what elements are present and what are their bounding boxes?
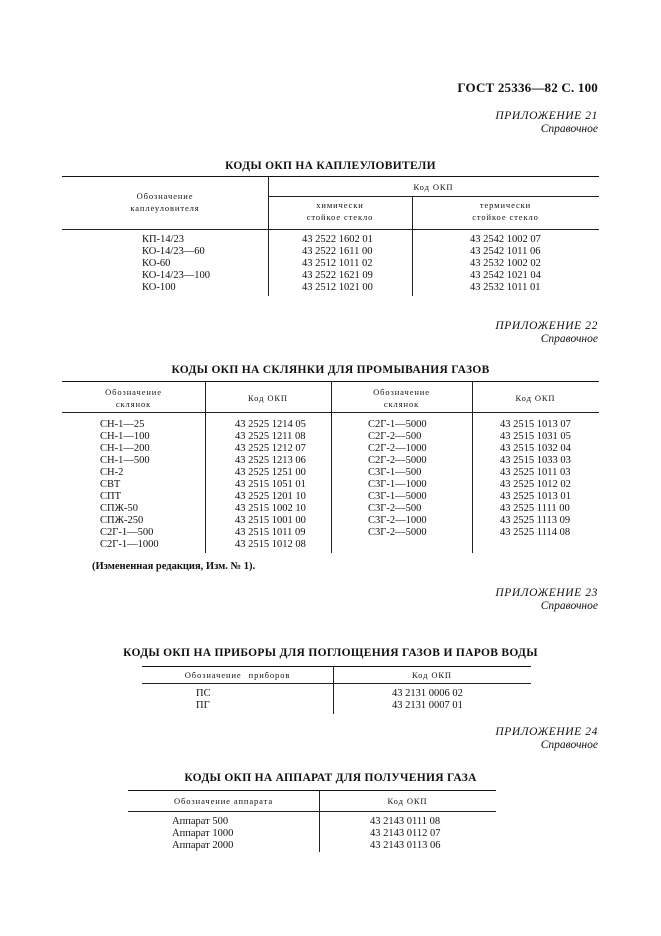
table-cell: 43 2143 0112 07 <box>370 828 441 839</box>
column-designations <box>172 816 233 852</box>
table-cell: 43 2131 0006 02 <box>392 688 463 699</box>
table-rule-header-bottom <box>62 229 599 230</box>
table-cell: 43 2525 1201 10 <box>235 491 306 502</box>
table-cell: С3Г-1—1000 <box>368 479 427 490</box>
column-header-code: Код ОКП <box>387 796 428 806</box>
amendment-note: (Измененная редакция, Изм. № 1). <box>92 561 256 572</box>
table-title-gas-apparatus: КОДЫ ОКП НА АППАРАТ ДЛЯ ПОЛУЧЕНИЯ ГАЗА <box>184 772 477 784</box>
column-chemical-codes <box>302 234 373 294</box>
column-header-code: Код ОКП <box>412 670 452 680</box>
table-cell: 43 2525 1011 03 <box>500 467 571 478</box>
table-rule-top <box>62 176 599 177</box>
table-cell: 43 2525 1212 07 <box>235 443 306 454</box>
table-cell: СВТ <box>100 479 121 490</box>
table-cell: 43 2542 1011 06 <box>470 246 541 257</box>
appendix-label: ПРИЛОЖЕНИЕ 24 <box>495 726 598 738</box>
column-header-designation: Обозначение каплеуловителя <box>130 191 200 213</box>
table-cell: 43 2525 1013 01 <box>500 491 571 502</box>
table-cell: 43 2512 1021 00 <box>302 282 373 293</box>
appendix-23-label-block <box>495 587 598 613</box>
table-rule-subheader <box>268 196 599 197</box>
table-cell: СПТ <box>100 491 121 502</box>
appendix-label: ПРИЛОЖЕНИЕ 21 <box>495 110 598 122</box>
table-cell: 43 2512 1011 02 <box>302 258 373 269</box>
table-cell: СН-1—200 <box>100 443 150 454</box>
column-right-codes <box>500 419 571 539</box>
table-cell: 43 2532 1011 01 <box>470 282 541 293</box>
column-codes <box>370 816 441 852</box>
column-header-code: Код ОКП <box>515 393 556 403</box>
table-cell: 43 2515 1033 03 <box>500 455 571 466</box>
table-rule-top <box>142 666 531 667</box>
page-header-standard: ГОСТ 25336—82 С. 100 <box>457 80 598 95</box>
column-left-designations <box>100 419 159 551</box>
table-cell: КО-60 <box>142 258 171 269</box>
table-cell: 43 2522 1611 00 <box>302 246 373 257</box>
table-cell: 43 2515 1011 09 <box>235 527 306 538</box>
table-cell: 43 2525 1213 06 <box>235 455 306 466</box>
appendix-24-label-block <box>495 726 598 752</box>
table-cell: СН-1—500 <box>100 455 150 466</box>
table-cell: КО-100 <box>142 282 176 293</box>
table-cell: 43 2515 1001 00 <box>235 515 306 526</box>
table-cell: Аппарат 1000 <box>172 828 234 839</box>
table-title-gas-washing-bottles: КОДЫ ОКП НА СКЛЯНКИ ДЛЯ ПРОМЫВАНИЯ ГАЗОВ <box>171 364 490 376</box>
table-rule-top <box>128 790 496 791</box>
table-cell: С3Г-1—500 <box>368 467 422 478</box>
table-cell: 43 2143 0111 08 <box>370 816 441 827</box>
table-cell: С2Г-1—1000 <box>100 539 159 550</box>
appendix-type: Справочное <box>540 600 598 612</box>
column-designations <box>142 234 210 294</box>
table-cell: СПЖ-250 <box>100 515 144 526</box>
table-cell: 43 2525 1211 08 <box>235 431 306 442</box>
table-cell: С2Г-2—1000 <box>368 443 427 454</box>
table-cell: С2Г-2—500 <box>368 431 422 442</box>
table-cell: 43 2525 1251 00 <box>235 467 306 478</box>
table-cell: ПС <box>196 688 211 699</box>
appendix-label: ПРИЛОЖЕНИЕ 22 <box>495 320 598 332</box>
column-codes <box>392 688 463 712</box>
table-cell: ПГ <box>196 700 210 711</box>
column-header-code: Код ОКП <box>413 182 454 192</box>
table-divider <box>268 176 269 296</box>
table-cell: 43 2525 1214 05 <box>235 419 306 430</box>
column-header-code: Код ОКП <box>248 393 288 403</box>
column-right-designations <box>368 419 427 539</box>
appendix-label: ПРИЛОЖЕНИЕ 23 <box>495 587 598 599</box>
table-cell: СН-1—25 <box>100 419 145 430</box>
table-cell: КО-14/23—60 <box>142 246 205 257</box>
appendix-type: Справочное <box>540 333 598 345</box>
table-cell: Аппарат 2000 <box>172 840 234 851</box>
table-cell: 43 2515 1032 04 <box>500 443 571 454</box>
table-cell: С3Г-2—1000 <box>368 515 427 526</box>
table-cell: 43 2525 1113 09 <box>500 515 571 526</box>
table-cell: Аппарат 500 <box>172 816 229 827</box>
table-cell: 43 2515 1013 07 <box>500 419 571 430</box>
appendix-type: Справочное <box>540 739 598 751</box>
table-cell: 43 2143 0113 06 <box>370 840 441 851</box>
table-cell: 43 2522 1621 09 <box>302 270 373 281</box>
table-cell: КП-14/23 <box>142 234 184 245</box>
column-header-designation: Обозначение аппарата <box>173 796 274 806</box>
table-rule-header-bottom <box>128 811 496 812</box>
table-divider <box>205 381 206 553</box>
table-cell: 43 2515 1002 10 <box>235 503 306 514</box>
table-cell: 43 2525 1012 02 <box>500 479 571 490</box>
column-header-chemical-glass: химически стойкое стекло <box>306 200 374 222</box>
column-header-designation: Обозначение склянок <box>105 387 162 409</box>
table-cell: С2Г-1—500 <box>100 527 154 538</box>
table-cell: 43 2515 1012 08 <box>235 539 306 550</box>
table-title-absorption-devices: КОДЫ ОКП НА ПРИБОРЫ ДЛЯ ПОГЛОЩЕНИЯ ГАЗОВ И ПАРОВ ВОДЫ <box>123 647 538 659</box>
table-cell: 43 2525 1111 00 <box>500 503 570 514</box>
appendix-22-label-block <box>495 320 598 346</box>
appendix-type: Справочное <box>540 123 598 135</box>
table-cell: СПЖ-50 <box>100 503 138 514</box>
table-cell: С2Г-1—5000 <box>368 419 427 430</box>
table-divider <box>472 381 473 553</box>
column-thermal-codes <box>470 234 541 294</box>
table-cell: 43 2542 1021 04 <box>470 270 541 281</box>
table-cell: С3Г-2—500 <box>368 503 422 514</box>
column-header-thermal-glass: термически стойкое стекло <box>472 200 539 222</box>
column-header-designation: Обозначение приборов <box>184 670 291 680</box>
appendix-21-label-block <box>495 110 598 136</box>
table-title-drip-catchers: КОДЫ ОКП НА КАПЛЕУЛОВИТЕЛИ <box>225 160 436 172</box>
table-cell: СН-2 <box>100 467 124 478</box>
table-cell: 43 2131 0007 01 <box>392 700 463 711</box>
table-cell: 43 2522 1602 01 <box>302 234 373 245</box>
column-header-designation: Обозначение склянок <box>373 387 430 409</box>
table-cell: 43 2532 1002 02 <box>470 258 541 269</box>
column-left-codes <box>235 419 306 551</box>
column-designations <box>196 688 211 712</box>
table-cell: С3Г-1—5000 <box>368 491 427 502</box>
table-cell: КО-14/23—100 <box>142 270 210 281</box>
table-cell: 43 2515 1031 05 <box>500 431 571 442</box>
table-cell: С2Г-2—5000 <box>368 455 427 466</box>
table-cell: 43 2515 1051 01 <box>235 479 306 490</box>
table-cell: 43 2542 1002 07 <box>470 234 541 245</box>
table-cell: 43 2525 1114 08 <box>500 527 571 538</box>
table-rule-header-bottom <box>142 683 531 684</box>
table-cell: С3Г-2—5000 <box>368 527 427 538</box>
table-cell: СН-1—100 <box>100 431 150 442</box>
